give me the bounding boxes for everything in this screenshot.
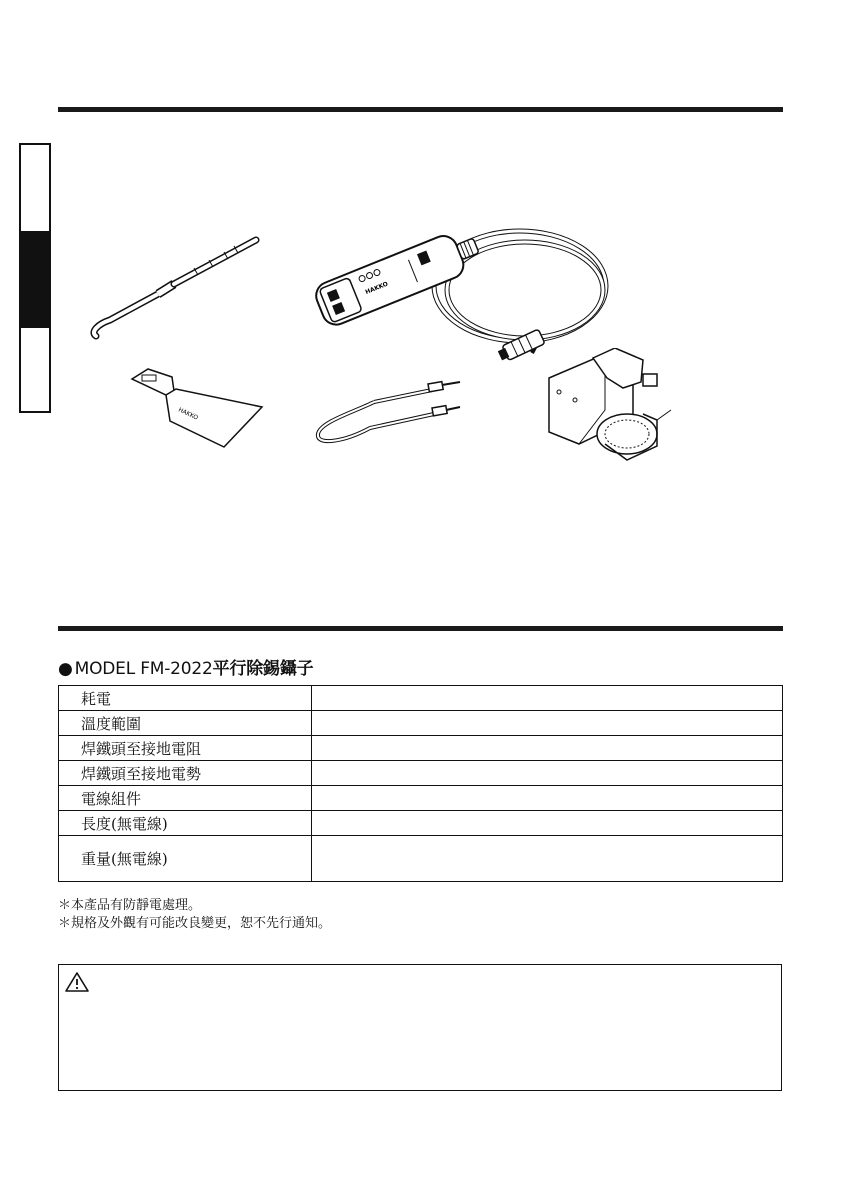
- product-name: 平行除錫鑷子: [212, 659, 314, 679]
- soldering-tip-illustration: [88, 228, 263, 343]
- spec-value: [312, 786, 783, 811]
- spec-label: 耗電: [59, 686, 312, 711]
- table-row: [59, 686, 783, 711]
- spec-label: 焊鐵頭至接地電阻: [59, 736, 312, 761]
- note-antistatic: ＊本產品有防靜電處理。: [58, 898, 202, 913]
- spec-label: 焊鐵頭至接地電勢: [59, 761, 312, 786]
- handpiece-brand-label: HAKKO: [364, 280, 390, 296]
- table-row: [59, 811, 783, 836]
- table-row: [59, 711, 783, 736]
- card-brand-label: HAKKO: [177, 406, 200, 422]
- table-row: [59, 761, 783, 786]
- note-spec-change: ＊規格及外觀有可能改良變更，恕不先行通知。: [58, 916, 332, 931]
- heading-bullet-icon: ●: [58, 659, 73, 679]
- spec-value: [312, 736, 783, 761]
- top-section-rule: [58, 107, 783, 112]
- model-heading: [58, 654, 313, 679]
- grounding-card-illustration: [128, 365, 268, 450]
- side-tab-active-segment: [21, 231, 49, 328]
- spec-value: [312, 711, 783, 736]
- spec-value: [312, 811, 783, 836]
- spec-label: 溫度範圍: [59, 711, 312, 736]
- spec-value: [312, 836, 783, 882]
- spec-label: 電線組件: [59, 786, 312, 811]
- spec-table: [58, 685, 783, 882]
- table-row: [59, 736, 783, 761]
- warning-triangle-icon: [64, 971, 90, 997]
- spec-value: [312, 686, 783, 711]
- cord-illustration: [314, 376, 464, 451]
- spec-section-rule: [58, 626, 783, 631]
- spec-value: [312, 761, 783, 786]
- model-code: MODEL FM-2022: [74, 659, 213, 679]
- side-tab-marker: [19, 143, 51, 413]
- table-row: [59, 836, 783, 882]
- spec-label: 重量(無電線): [59, 836, 312, 882]
- warning-box: [58, 964, 782, 1091]
- table-row: [59, 786, 783, 811]
- spec-label: 長度(無電線): [59, 811, 312, 836]
- holder-stand-illustration: [545, 348, 675, 466]
